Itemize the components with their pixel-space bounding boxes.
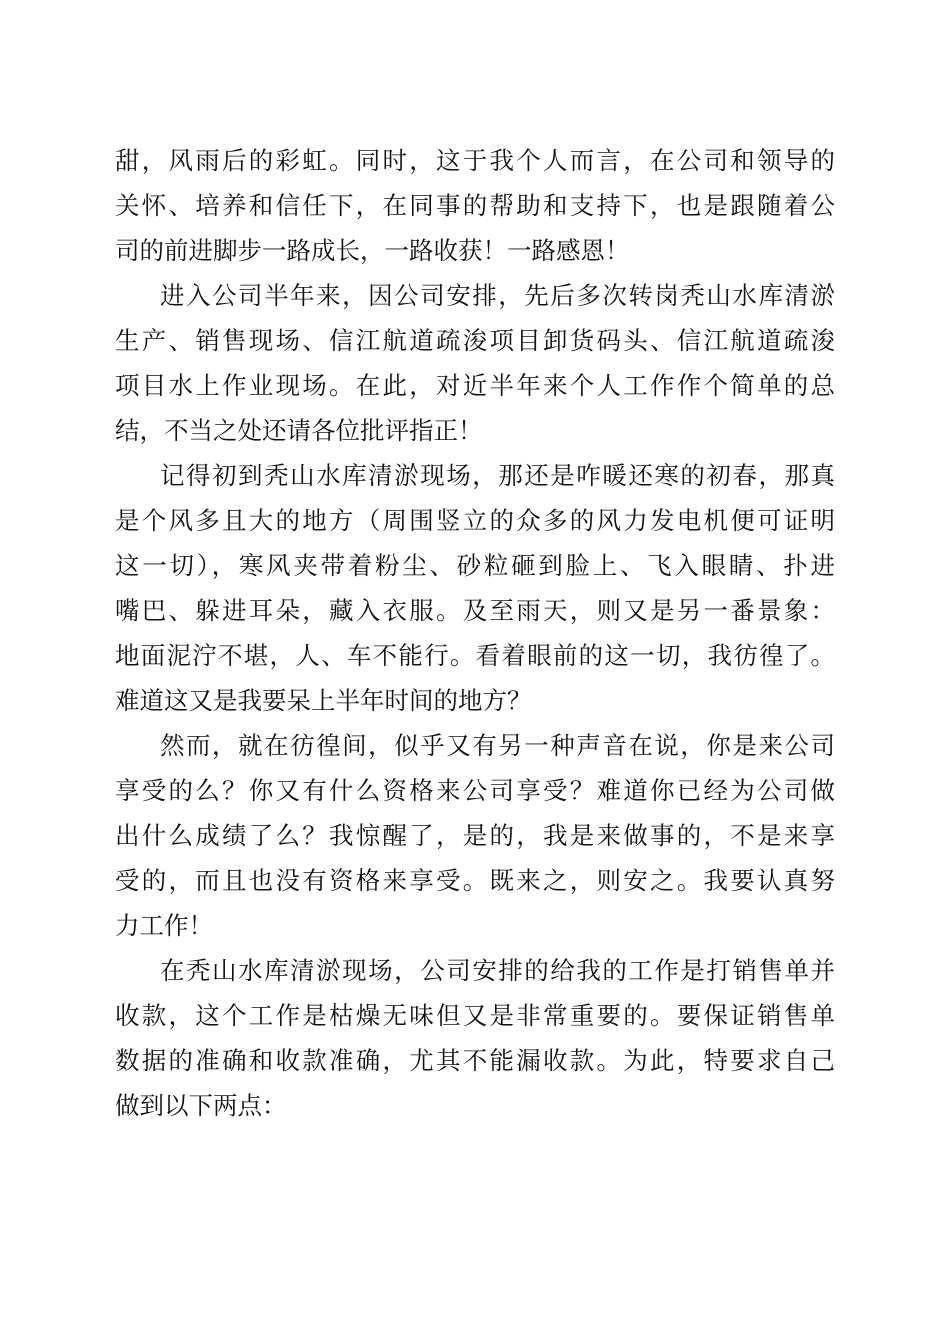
text-line: 项目水上作业现场。在此，对近半年来个人工作作个简单的总 [115, 371, 835, 400]
document-body [115, 138, 835, 1128]
text-line: 出什么成绩了么？我惊醒了，是的，我是来做事的，不是来享 [115, 821, 835, 850]
text-line: 这一切），寒风夹带着粉尘、砂粒砸到脸上、飞入眼睛、扑进 [115, 551, 835, 580]
text-line: 地面泥泞不堪，人、车不能行。看着眼前的这一切，我彷徨了。 [115, 641, 835, 670]
text-line: 司的前进脚步一路成长，一路收获！一路感恩！ [115, 236, 630, 265]
paragraph-first-line: 进入公司半年来，因公司安排，先后多次转岗秃山水库清淤 [160, 281, 835, 310]
text-line: 关怀、培养和信任下，在同事的帮助和支持下，也是跟随着公 [115, 191, 835, 220]
paragraph-first-line: 在秃山水库清淤现场，公司安排的给我的工作是打销售单并 [160, 956, 835, 985]
text-line: 是个风多且大的地方（周围竖立的众多的风力发电机便可证明 [115, 506, 835, 535]
text-line: 难道这又是我要呆上半年时间的地方？ [115, 686, 532, 715]
text-line: 收款，这个工作是枯燥无味但又是非常重要的。要保证销售单 [115, 1001, 835, 1030]
text-line: 生产、销售现场、信江航道疏浚项目卸货码头、信江航道疏浚 [115, 326, 835, 355]
text-line: 嘴巴、躲进耳朵，藏入衣服。及至雨天，则又是另一番景象： [115, 596, 835, 625]
paragraph-first-line: 然而，就在彷徨间，似乎又有另一种声音在说，你是来公司 [160, 731, 835, 760]
text-line: 甜，风雨后的彩虹。同时，这于我个人而言，在公司和领导的 [115, 146, 835, 175]
text-line: 力工作！ [115, 911, 213, 940]
text-line: 数据的准确和收款准确，尤其不能漏收款。为此，特要求自己 [115, 1046, 835, 1075]
text-line: 做到以下两点： [115, 1091, 287, 1120]
text-line: 受的，而且也没有资格来享受。既来之，则安之。我要认真努 [115, 866, 835, 895]
text-line: 享受的么？你又有什么资格来公司享受？难道你已经为公司做 [115, 776, 835, 805]
text-line: 结，不当之处还请各位批评指正！ [115, 416, 483, 445]
paragraph-first-line: 记得初到秃山水库清淤现场，那还是咋暖还寒的初春，那真 [160, 461, 835, 490]
